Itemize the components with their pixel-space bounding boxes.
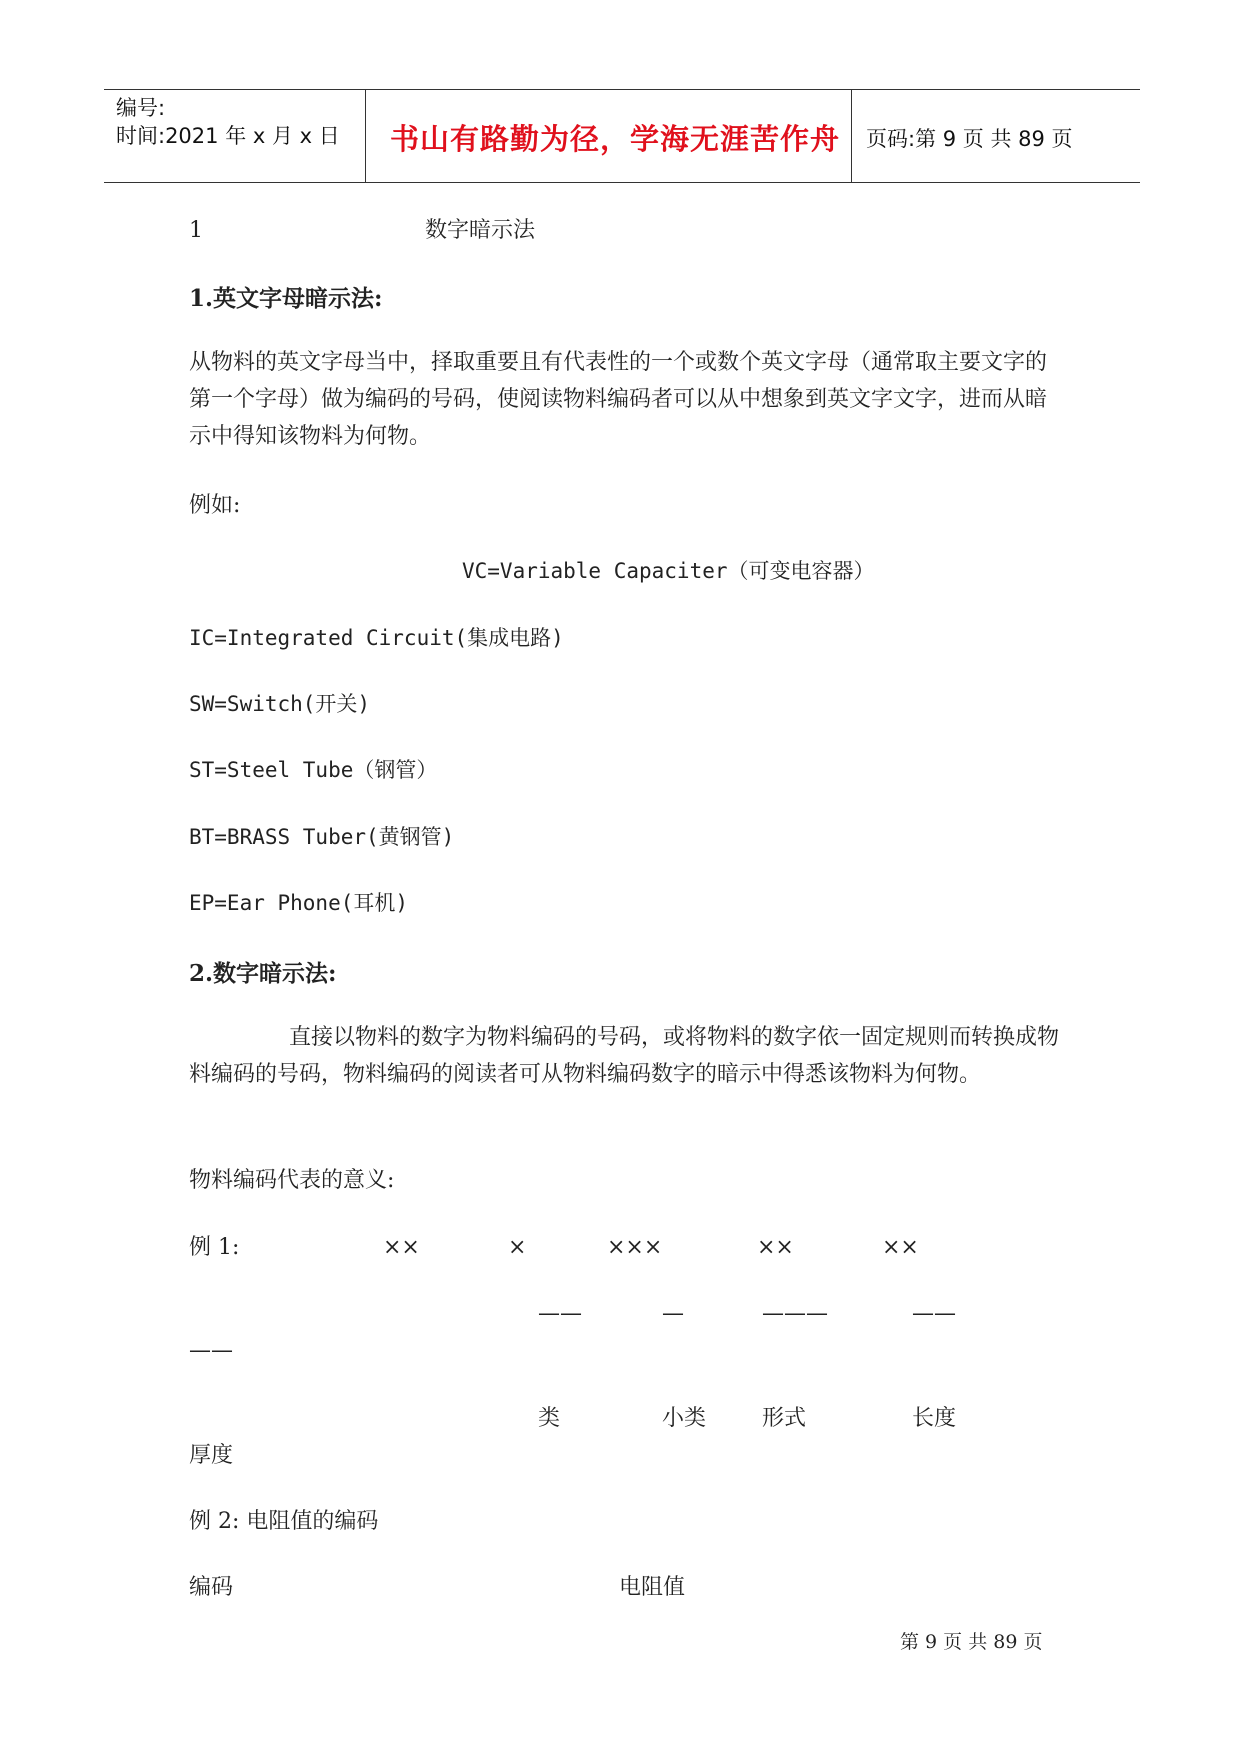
example-ep: EP=Ear Phone(耳机) [189,891,409,915]
code-group-5: ×× [882,1235,919,1260]
dash-group-5: —— [189,1338,233,1363]
header-time-label: 时间:2021 年 x 月 x 日 [116,124,340,148]
example-ic: IC=Integrated Circuit(集成电路) [189,626,564,650]
example-label: 例如: [189,493,241,518]
paragraph-english-letters: 从物料的英文字母当中，择取重要且有代表性的一个或数个英文字母（通常取主要文字的第一个字母）做为编码的号码，使阅读物料编码者可以从中想象到英文字文字，进而从暗示中得知该物料为何物。 [189,350,1048,449]
code-group-2: × [508,1235,527,1260]
heading-digit-hint: 2.数字暗示法: [189,960,337,987]
example-vc: VC=Variable Capaciter（可变电容器） [462,559,875,583]
part-thickness: 厚度 [189,1443,234,1468]
part-subcategory: 小类 [662,1406,707,1431]
example-st: ST=Steel Tube（钢管） [189,758,438,782]
meaning-label: 物料编码代表的意义: [189,1168,395,1193]
header-motto: 书山有路勤为径，学海无涯苦作舟 [390,122,841,156]
dash-group-3: ——— [762,1301,828,1326]
dash-group-4: —— [912,1301,956,1326]
paragraph-digit-hint: 直接以物料的数字为物料编码的号码，或将物料的数字依一固定规则而转换成物料编码的号码，物料编码的阅读者可从物料编码数字的暗示中得悉该物料为何物。 [189,1025,1060,1087]
header-top-rule [104,89,1140,90]
table-head-value: 电阻值 [619,1575,686,1600]
code-group-3: ××× [607,1235,663,1260]
heading-english-letters: 1.英文字母暗示法: [189,285,383,312]
header-divider-left [365,90,366,182]
header-page-label: 页码:第 9 页 共 89 页 [866,127,1073,151]
section-title: 数字暗示法 [425,218,536,243]
part-form: 形式 [762,1406,807,1431]
dash-group-1: —— [538,1301,582,1326]
part-category: 类 [538,1406,561,1431]
page-footer: 第 9 页 共 89 页 [900,1631,1043,1653]
example1-label: 例 1: [189,1235,240,1260]
header-number-label: 编号: [116,96,166,120]
example-bt: BT=BRASS Tuber(黄钢管) [189,825,455,849]
header-divider-right [851,90,852,182]
code-group-1: ×× [383,1235,420,1260]
header-bottom-rule [104,182,1140,183]
example-sw: SW=Switch(开关) [189,692,371,716]
table-head-code: 编码 [189,1575,234,1600]
part-length: 长度 [912,1406,957,1431]
dash-group-2: — [662,1301,684,1326]
code-group-4: ×× [757,1235,794,1260]
example2-label: 例 2: 电阻值的编码 [189,1509,379,1534]
section-number: 1 [189,218,203,243]
